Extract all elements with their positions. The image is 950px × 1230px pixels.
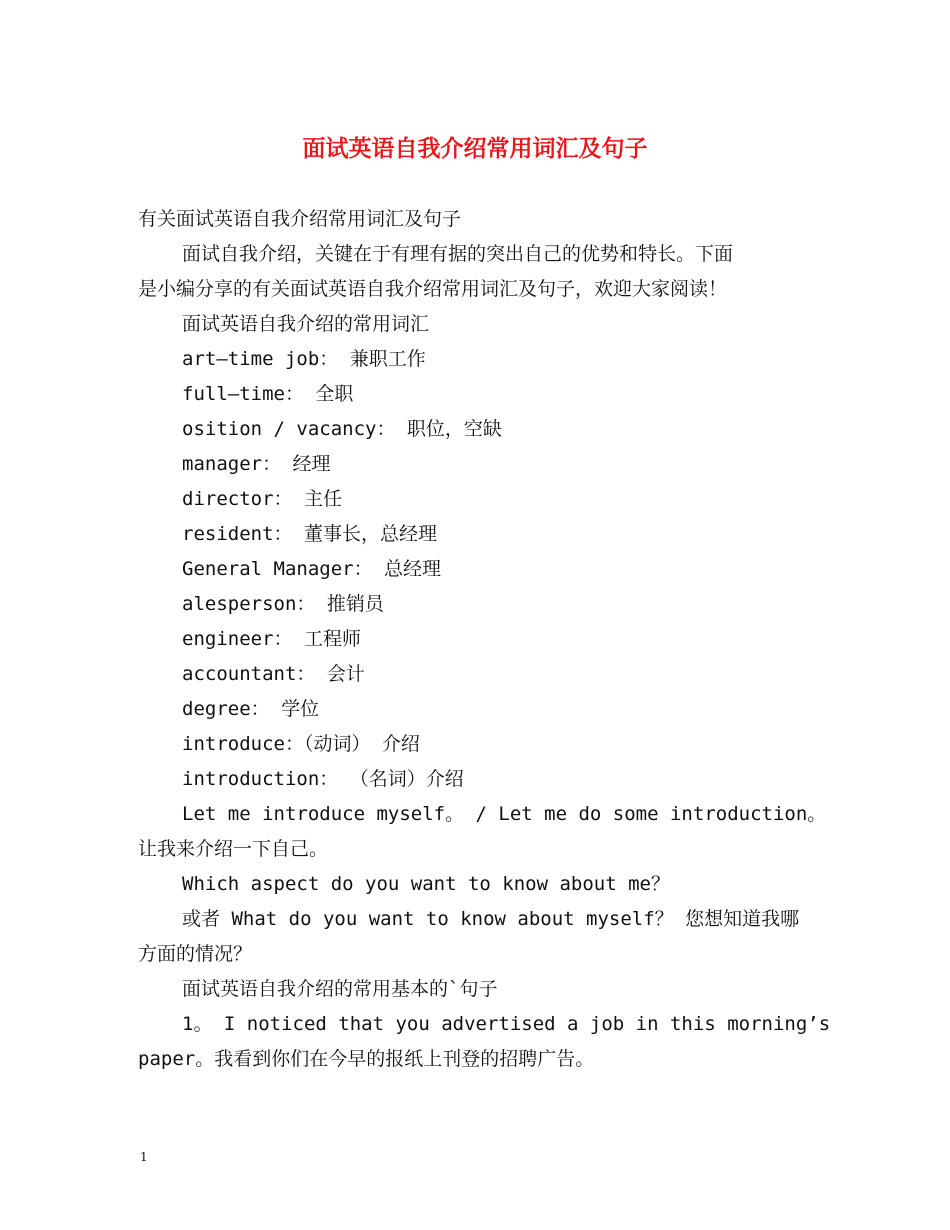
document-body (138, 202, 831, 1077)
vocab-item: director： 主任 (182, 488, 342, 510)
subtitle: 有关面试英语自我介绍常用词汇及句子 (138, 208, 462, 230)
sentence-1-line-2: 让我来介绍一下自己。 (138, 838, 329, 860)
vocab-item: art—time job： 兼职工作 (182, 348, 426, 370)
sentence-3-line-2: 方面的情况？ (138, 943, 253, 965)
sentence-1-line-1: Let me introduce myself。 / Let me do some introduction。 (182, 803, 827, 825)
vocab-heading: 面试英语自我介绍的常用词汇 (182, 313, 430, 335)
vocab-item: resident： 董事长，总经理 (182, 523, 437, 545)
vocab-item: introduction： （名词）介绍 (182, 768, 464, 790)
vocab-item: engineer： 工程师 (182, 628, 361, 650)
document-title: 面试英语自我介绍常用词汇及句子 (302, 135, 648, 162)
sentence-3-line-1: 或者 What do you want to know about myself？ 您想知道我哪 (182, 908, 800, 930)
vocab-item: alesperson： 推销员 (182, 593, 384, 615)
sentence-2: Which aspect do you want to know about me？ (182, 873, 670, 895)
vocab-item: degree： 学位 (182, 698, 320, 720)
vocab-item: introduce：（动词） 介绍 (182, 733, 420, 755)
vocab-item: accountant： 会计 (182, 663, 365, 685)
page-number: 1 (140, 1150, 148, 1164)
sentence-4-line-2: paper。我看到你们在今早的报纸上刊登的招聘广告。 (138, 1048, 595, 1070)
intro-line-1: 面试自我介绍，关键在于有理有据的突出自己的优势和特长。下面 (182, 243, 734, 265)
sentences-heading: 面试英语自我介绍的常用基本的`句子 (182, 978, 498, 1000)
intro-line-2: 是小编分享的有关面试英语自我介绍常用词汇及句子，欢迎大家阅读！ (138, 278, 728, 300)
vocab-item: osition / vacancy： 职位，空缺 (182, 418, 502, 440)
sentence-4-line-1: 1。 I noticed that you advertised a job in this morning’s (182, 1013, 831, 1035)
vocab-item: full—time： 全职 (182, 383, 354, 405)
vocab-item: General Manager： 总经理 (182, 558, 442, 580)
vocab-item: manager： 经理 (182, 453, 331, 475)
